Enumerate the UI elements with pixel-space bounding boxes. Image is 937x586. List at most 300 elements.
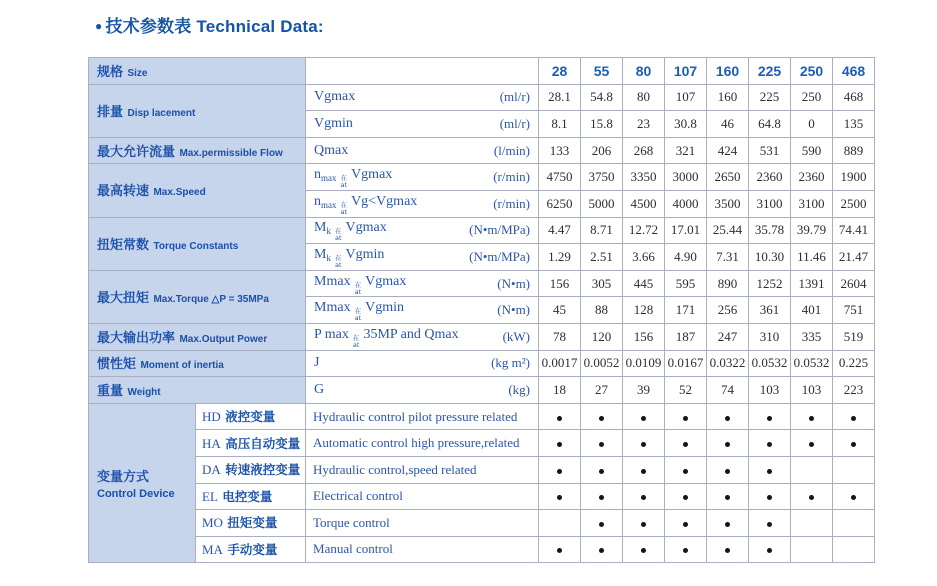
value-cell: 45 (539, 297, 581, 324)
value-cell: 103 (791, 377, 833, 404)
availability-dot-icon (725, 548, 730, 553)
availability-cell (539, 536, 581, 563)
value-cell: 7.31 (707, 244, 749, 271)
availability-cell (791, 456, 833, 483)
parameter-subscript: k (326, 252, 331, 263)
parameter-text: n (314, 193, 322, 209)
value-cell: 128 (623, 297, 665, 324)
parameter-row (89, 323, 875, 350)
parameter-text: n (314, 167, 322, 183)
value-cell: 6250 (539, 190, 581, 217)
value-cell: 4.90 (665, 244, 707, 271)
value-cell: 0.0052 (581, 350, 623, 377)
size-column-header: 250 (791, 58, 833, 85)
parameter-text: Vgmin (365, 300, 405, 316)
row-label-zh: 惯性矩 (97, 356, 137, 372)
row-label-en: Max.permissible Flow (179, 147, 283, 159)
control-code-cell (196, 483, 306, 510)
value-cell: 401 (791, 297, 833, 324)
parameter-text: Vgmax (345, 220, 387, 236)
value-cell: 889 (833, 137, 875, 164)
value-cell: 890 (707, 270, 749, 297)
parameter-unit: (ml/r) (499, 89, 531, 105)
row-group-label (89, 164, 306, 217)
availability-cell (539, 456, 581, 483)
availability-dot-icon (599, 522, 604, 527)
parameter-text: Vgmax (365, 273, 407, 289)
control-description-cell: Torque control (306, 510, 539, 537)
availability-dot-icon (767, 522, 772, 527)
availability-dot-icon (641, 469, 646, 474)
availability-cell (749, 483, 791, 510)
size-column-header: 107 (665, 58, 707, 85)
value-cell: 107 (665, 84, 707, 111)
availability-dot-icon (599, 416, 604, 421)
parameter-flex (314, 355, 530, 371)
parameter-text: M (314, 246, 327, 262)
value-cell: 35.78 (749, 217, 791, 244)
control-code-cell (196, 456, 306, 483)
value-cell: 225 (749, 84, 791, 111)
at-symbol (335, 228, 342, 242)
at-symbol (355, 282, 362, 296)
availability-dot-icon (557, 416, 562, 421)
availability-cell (833, 483, 875, 510)
value-cell: 25.44 (707, 217, 749, 244)
parameter-text: Vgmax (351, 167, 393, 183)
parameter-name (314, 116, 353, 132)
parameter-flex (314, 327, 530, 347)
value-cell: 74 (707, 377, 749, 404)
at-symbol-zh: 在 (354, 280, 362, 289)
value-cell: 206 (581, 137, 623, 164)
value-cell: 0.225 (833, 350, 875, 377)
availability-dot-icon (599, 495, 604, 500)
value-cell: 2360 (749, 164, 791, 191)
value-cell: 11.46 (791, 244, 833, 271)
control-device-label (89, 403, 196, 563)
parameter-name (314, 89, 355, 105)
availability-cell (791, 483, 833, 510)
parameter-text: Vgmin (345, 246, 385, 262)
availability-dot-icon (851, 495, 856, 500)
parameter-unit: (kg) (508, 381, 531, 397)
control-code-zh: 转速液控变量 (225, 463, 301, 478)
availability-cell (623, 403, 665, 430)
parameter-flex (314, 220, 531, 243)
row-group-label (89, 377, 306, 404)
row-label-en: Disp lacement (127, 107, 196, 119)
row-label-zh: 最高转速 (97, 183, 150, 199)
availability-cell (539, 403, 581, 430)
parameter-name (314, 143, 348, 159)
row-group-label (89, 270, 306, 323)
value-cell: 120 (581, 323, 623, 350)
parameter-name (314, 382, 324, 398)
parameter-unit: (r/min) (493, 195, 531, 211)
parameter-unit: (l/min) (493, 142, 531, 158)
parameter-row (89, 270, 875, 297)
parameter-unit: (kg m²) (491, 355, 531, 371)
value-cell: 4.47 (539, 217, 581, 244)
parameter-cell (306, 297, 539, 324)
availability-dot-icon (599, 548, 604, 553)
availability-cell (581, 403, 623, 430)
availability-dot-icon (557, 442, 562, 447)
availability-dot-icon (767, 469, 772, 474)
availability-cell (749, 456, 791, 483)
at-symbol-en: at (334, 234, 342, 243)
value-cell: 3350 (623, 164, 665, 191)
availability-cell (707, 403, 749, 430)
availability-dot-icon (683, 495, 688, 500)
parameter-flex (314, 382, 530, 398)
value-cell: 2604 (833, 270, 875, 297)
value-cell: 2.51 (581, 244, 623, 271)
value-cell: 27 (581, 377, 623, 404)
availability-cell (791, 403, 833, 430)
value-cell: 268 (623, 137, 665, 164)
row-group-label (89, 350, 306, 377)
row-label-en: Max.Output Power (179, 333, 268, 345)
value-cell: 74.41 (833, 217, 875, 244)
availability-cell (623, 536, 665, 563)
value-cell: 424 (707, 137, 749, 164)
parameter-text: Vgmin (314, 115, 353, 131)
value-cell: 2650 (707, 164, 749, 191)
availability-dot-icon (851, 442, 856, 447)
control-description-cell: Hydraulic control pilot pressure related (306, 403, 539, 430)
availability-cell (791, 430, 833, 457)
at-symbol-en: at (354, 287, 362, 296)
value-cell: 0.0109 (623, 350, 665, 377)
availability-cell (539, 430, 581, 457)
availability-dot-icon (809, 495, 814, 500)
parameter-text: J (314, 355, 320, 371)
at-symbol-zh: 在 (334, 227, 342, 236)
bullet-icon: ● (95, 19, 103, 33)
at-symbol (353, 335, 360, 349)
at-symbol (341, 202, 348, 216)
value-cell: 21.47 (833, 244, 875, 271)
availability-cell (707, 483, 749, 510)
control-description-cell: Electrical control (306, 483, 539, 510)
parameter-cell (306, 377, 539, 404)
control-code-zh: 高压自动变量 (225, 436, 301, 451)
value-cell: 1252 (749, 270, 791, 297)
control-code-zh: 液控变量 (225, 410, 276, 425)
parameter-flex (314, 143, 530, 159)
page-title (95, 12, 324, 37)
control-code-zh: 扭矩变量 (227, 516, 278, 531)
row-group-label (89, 84, 306, 137)
parameter-cell (306, 164, 539, 191)
control-row (89, 510, 875, 537)
control-row (89, 430, 875, 457)
at-symbol-en: at (352, 340, 360, 349)
value-cell: 78 (539, 323, 581, 350)
parameter-flex (314, 300, 531, 323)
value-cell: 133 (539, 137, 581, 164)
row-label-zh: 最大输出功率 (97, 329, 176, 345)
parameter-name (314, 247, 384, 267)
control-code: HD (202, 409, 221, 425)
value-cell: 54.8 (581, 84, 623, 111)
value-cell: 256 (707, 297, 749, 324)
availability-dot-icon (725, 469, 730, 474)
value-cell: 103 (749, 377, 791, 404)
control-code-cell (196, 510, 306, 537)
value-cell: 88 (581, 297, 623, 324)
availability-cell (665, 430, 707, 457)
parameter-unit: (r/min) (493, 169, 531, 185)
control-description-cell: Manual control (306, 536, 539, 563)
availability-cell (749, 403, 791, 430)
parameter-row (89, 164, 875, 191)
value-cell: 223 (833, 377, 875, 404)
parameter-text: Mmax (314, 300, 351, 316)
parameter-unit: (ml/r) (499, 115, 531, 131)
value-cell: 335 (791, 323, 833, 350)
availability-cell (707, 456, 749, 483)
control-row (89, 483, 875, 510)
size-column-header: 225 (749, 58, 791, 85)
availability-dot-icon (641, 442, 646, 447)
value-cell: 1391 (791, 270, 833, 297)
value-cell: 0 (791, 111, 833, 138)
value-cell: 2360 (791, 164, 833, 191)
value-cell: 3500 (707, 190, 749, 217)
parameter-name (314, 194, 417, 214)
parameter-unit: (kW) (502, 328, 531, 344)
size-column-header: 160 (707, 58, 749, 85)
size-row-label (89, 58, 306, 85)
control-code: MA (202, 541, 223, 557)
at-symbol (355, 308, 362, 322)
value-cell: 5000 (581, 190, 623, 217)
value-cell: 305 (581, 270, 623, 297)
availability-cell (623, 456, 665, 483)
at-symbol-en: at (354, 314, 362, 323)
parameter-row (89, 350, 875, 377)
control-code: EL (202, 488, 218, 504)
control-code-zh: 电控变量 (222, 489, 273, 504)
value-cell: 468 (833, 84, 875, 111)
value-cell: 4750 (539, 164, 581, 191)
availability-dot-icon (557, 495, 562, 500)
parameter-unit: (N•m) (497, 302, 531, 318)
parameter-cell (306, 190, 539, 217)
value-cell: 8.1 (539, 111, 581, 138)
value-cell: 310 (749, 323, 791, 350)
parameter-cell (306, 111, 539, 138)
control-code-zh: 手动变量 (227, 542, 278, 557)
availability-dot-icon (809, 416, 814, 421)
availability-dot-icon (725, 495, 730, 500)
parameter-row (89, 377, 875, 404)
value-cell: 39.79 (791, 217, 833, 244)
at-symbol-zh: 在 (352, 333, 360, 342)
size-header-row (89, 58, 875, 85)
availability-cell (581, 483, 623, 510)
availability-cell (539, 483, 581, 510)
value-cell: 0.0532 (749, 350, 791, 377)
parameter-name (314, 327, 459, 347)
at-symbol-zh: 在 (340, 200, 348, 209)
availability-dot-icon (767, 495, 772, 500)
value-cell: 17.01 (665, 217, 707, 244)
parameter-subscript: max (321, 199, 337, 210)
availability-cell (581, 430, 623, 457)
row-group-label (89, 323, 306, 350)
availability-cell (707, 430, 749, 457)
availability-cell (833, 510, 875, 537)
availability-dot-icon (725, 416, 730, 421)
availability-cell (749, 430, 791, 457)
control-code-cell (196, 403, 306, 430)
parameter-text: M (314, 220, 327, 236)
value-cell: 250 (791, 84, 833, 111)
availability-dot-icon (851, 416, 856, 421)
technical-data-table (88, 57, 875, 563)
parameter-name (314, 220, 387, 243)
value-cell: 15.8 (581, 111, 623, 138)
parameter-subscript: k (326, 226, 331, 237)
availability-cell (707, 536, 749, 563)
parameter-text: Qmax (314, 142, 349, 158)
parameter-subscript: max (321, 173, 337, 184)
row-label-en: Torque Constants (153, 240, 239, 252)
value-cell: 64.8 (749, 111, 791, 138)
control-code-cell (196, 536, 306, 563)
availability-dot-icon (809, 442, 814, 447)
value-cell: 0.0532 (791, 350, 833, 377)
value-cell: 80 (623, 84, 665, 111)
value-cell: 0.0322 (707, 350, 749, 377)
size-column-header: 28 (539, 58, 581, 85)
value-cell: 3.66 (623, 244, 665, 271)
control-code-cell (196, 430, 306, 457)
parameter-flex (314, 116, 530, 132)
value-cell: 4000 (665, 190, 707, 217)
control-description-cell: Automatic control high pressure,related (306, 430, 539, 457)
value-cell: 519 (833, 323, 875, 350)
availability-dot-icon (725, 522, 730, 527)
availability-cell (623, 510, 665, 537)
at-symbol-zh: 在 (334, 253, 342, 262)
value-cell: 4500 (623, 190, 665, 217)
row-label-en: Moment of inertia (140, 360, 224, 372)
value-cell: 171 (665, 297, 707, 324)
size-column-header: 55 (581, 58, 623, 85)
value-cell: 595 (665, 270, 707, 297)
availability-dot-icon (557, 548, 562, 553)
value-cell: 18 (539, 377, 581, 404)
availability-dot-icon (599, 469, 604, 474)
parameter-cell (306, 350, 539, 377)
value-cell: 156 (623, 323, 665, 350)
row-group-label (89, 137, 306, 164)
value-cell: 2500 (833, 190, 875, 217)
value-cell: 0.0167 (665, 350, 707, 377)
control-code: HA (202, 435, 221, 451)
row-label-zh: 重量 (97, 382, 124, 398)
availability-cell (581, 456, 623, 483)
row-label-en: Max.Speed (153, 187, 206, 199)
availability-cell (665, 536, 707, 563)
availability-cell (623, 483, 665, 510)
at-symbol (341, 175, 348, 189)
availability-dot-icon (725, 442, 730, 447)
availability-cell (539, 510, 581, 537)
parameter-cell (306, 84, 539, 111)
parameter-cell (306, 244, 539, 271)
control-row (89, 403, 875, 430)
value-cell: 751 (833, 297, 875, 324)
value-cell: 0.0017 (539, 350, 581, 377)
at-symbol-en: at (334, 260, 342, 269)
value-cell: 52 (665, 377, 707, 404)
availability-dot-icon (683, 548, 688, 553)
parameter-text: 35MP and Qmax (363, 326, 459, 342)
value-cell: 247 (707, 323, 749, 350)
availability-cell (833, 430, 875, 457)
value-cell: 39 (623, 377, 665, 404)
at-symbol-en: at (340, 181, 348, 190)
row-label-en: Max.Torque △P = 35MPa (153, 293, 269, 305)
parameter-flex (314, 274, 530, 294)
control-row (89, 456, 875, 483)
value-cell: 135 (833, 111, 875, 138)
availability-dot-icon (599, 442, 604, 447)
availability-cell (749, 510, 791, 537)
parameter-unit: (N•m/MPa) (469, 222, 531, 238)
availability-dot-icon (683, 416, 688, 421)
availability-cell (665, 456, 707, 483)
availability-cell (833, 403, 875, 430)
value-cell: 590 (791, 137, 833, 164)
control-row (89, 536, 875, 563)
availability-dot-icon (641, 522, 646, 527)
availability-dot-icon (641, 548, 646, 553)
availability-dot-icon (641, 495, 646, 500)
at-symbol-zh: 在 (340, 174, 348, 183)
row-label-zh: 规格 (97, 63, 124, 79)
page-title-text: 技术参数表 Technical Data: (105, 17, 324, 36)
availability-cell (665, 403, 707, 430)
value-cell: 361 (749, 297, 791, 324)
value-cell: 10.30 (749, 244, 791, 271)
parameter-text: Vgmax (314, 89, 356, 105)
parameter-row (89, 217, 875, 244)
availability-cell (707, 510, 749, 537)
availability-dot-icon (683, 522, 688, 527)
value-cell: 321 (665, 137, 707, 164)
availability-cell (833, 456, 875, 483)
row-label-en: Weight (127, 386, 161, 398)
availability-cell (791, 510, 833, 537)
at-symbol-en: at (340, 207, 348, 216)
value-cell: 3000 (665, 164, 707, 191)
at-symbol-zh: 在 (354, 307, 362, 316)
size-column-header: 468 (833, 58, 875, 85)
value-cell: 28.1 (539, 84, 581, 111)
control-device-label-zh: 变量方式 (97, 469, 150, 484)
size-column-header: 80 (623, 58, 665, 85)
availability-dot-icon (683, 469, 688, 474)
row-label-en: Size (127, 67, 148, 79)
availability-dot-icon (767, 442, 772, 447)
